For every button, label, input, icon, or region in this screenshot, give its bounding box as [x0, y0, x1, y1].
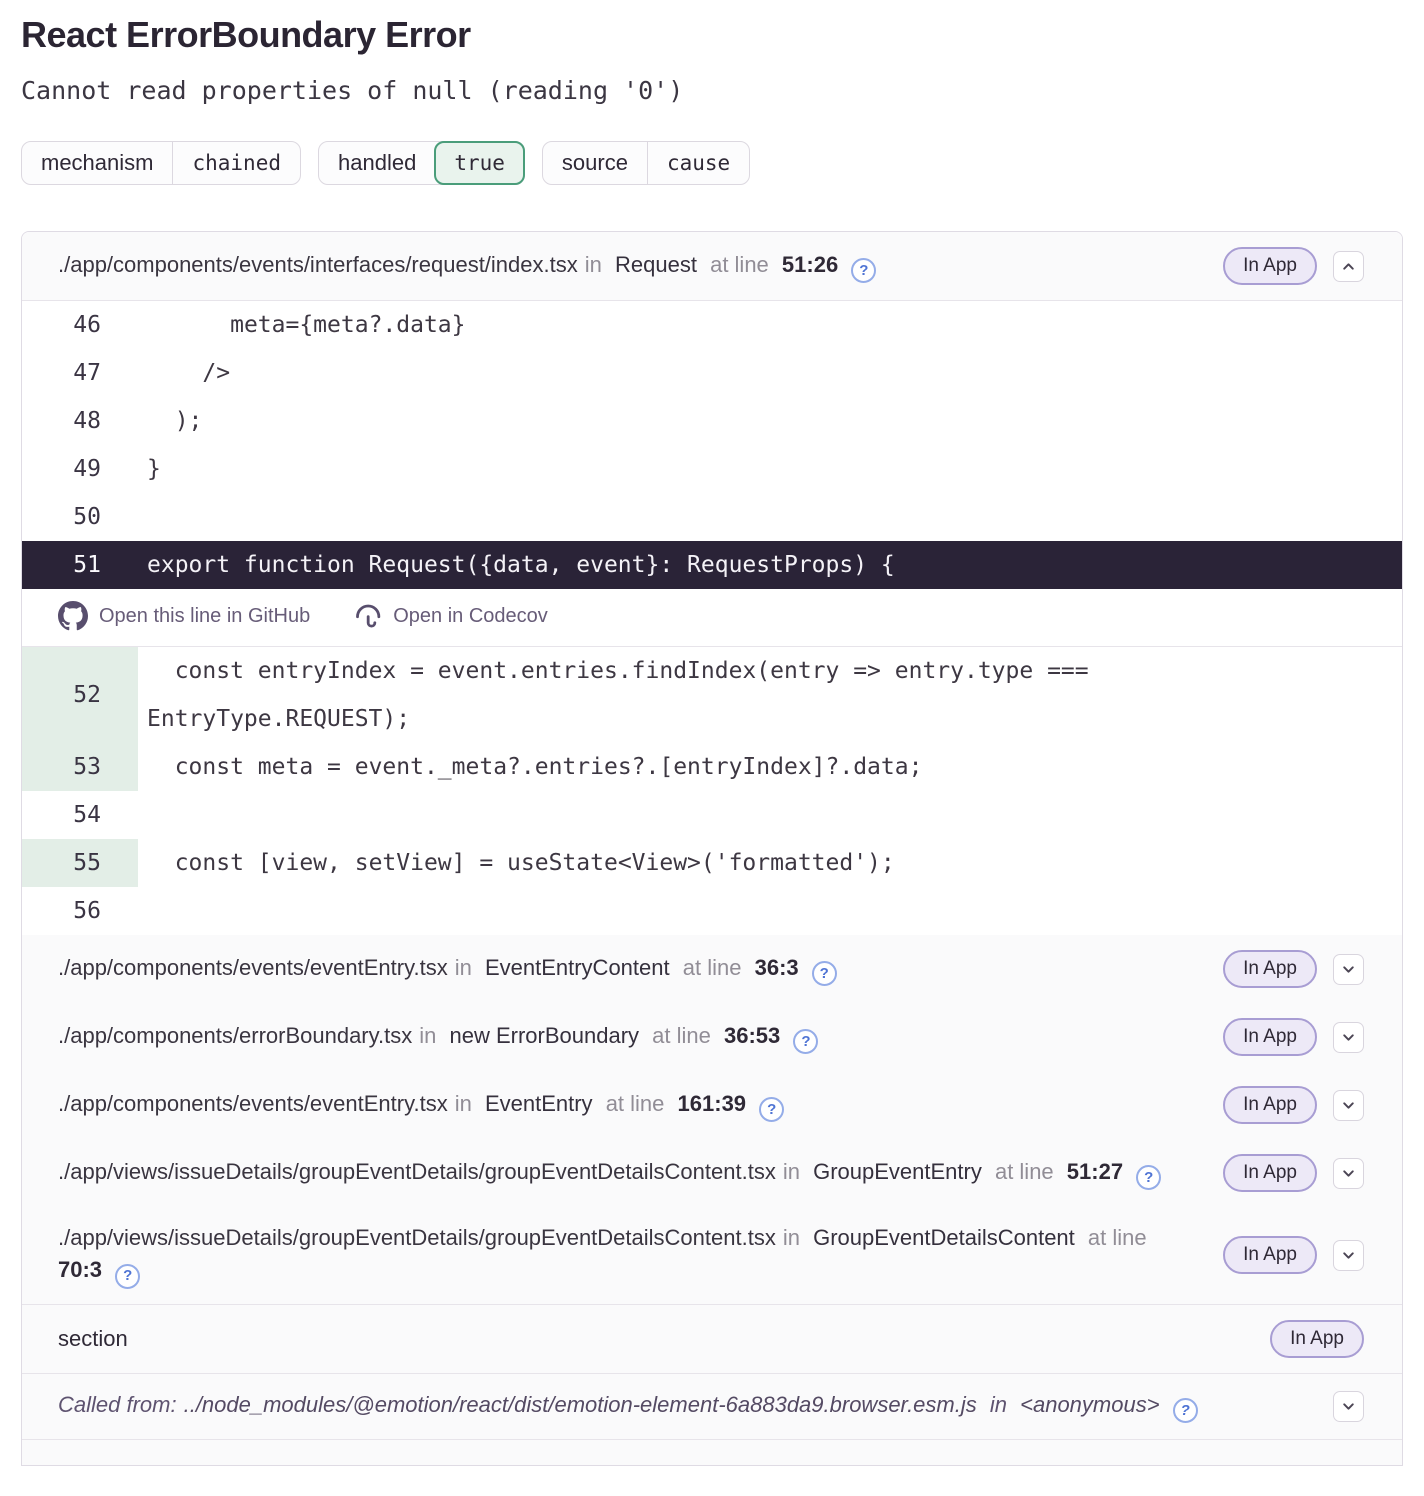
frame-controls [1223, 1236, 1364, 1274]
line-number: 50 [73, 504, 101, 530]
github-link[interactable] [58, 601, 310, 631]
help-icon[interactable]: ? [759, 1097, 784, 1122]
github-link-label: Open this line in GitHub [99, 604, 311, 627]
line-number: 53 [22, 743, 138, 791]
tag-source[interactable] [542, 141, 750, 185]
code-line [22, 445, 1402, 493]
frame-lineno: 51:27 [1066, 1158, 1124, 1184]
code-line [22, 493, 1402, 541]
chevron-down-icon [1341, 1166, 1356, 1181]
chevron-up-icon [1341, 259, 1356, 274]
frame-path: ./app/components/errorBoundary.tsx [58, 1022, 413, 1048]
in-app-badge: In App [1223, 1086, 1317, 1124]
github-icon [58, 601, 88, 631]
called-from-prefix: Called from: [58, 1391, 177, 1417]
frame-atline-label: at line [652, 1022, 711, 1048]
code-text [138, 791, 1402, 839]
in-app-badge: In App [1223, 1154, 1317, 1192]
help-icon[interactable]: ? [1136, 1165, 1161, 1190]
code-line [22, 791, 1402, 839]
help-icon[interactable]: ? [115, 1264, 140, 1289]
line-number: 52 [22, 647, 138, 743]
code-post-lines [22, 647, 1402, 935]
frame-atline-label: at line [682, 954, 742, 980]
frame-function: GroupEventDetailsContent [813, 1225, 1075, 1250]
frame-in-label: in [454, 954, 472, 980]
frame-atline-label: at line [994, 1158, 1054, 1184]
line-number: 55 [22, 839, 138, 887]
called-from-row[interactable] [22, 1373, 1402, 1439]
frame-title [58, 1156, 1205, 1191]
chevron-down-icon [1341, 1030, 1356, 1045]
expand-frame-button[interactable] [1333, 1391, 1364, 1422]
chevron-down-icon [1341, 1399, 1356, 1414]
frame-controls [1270, 1320, 1364, 1358]
code-line [22, 743, 1402, 791]
code-line [22, 397, 1402, 445]
frame-title [58, 1088, 1205, 1123]
frame-in-label: in [782, 1225, 800, 1250]
line-number: 46 [73, 312, 101, 338]
tags-row [21, 141, 1403, 185]
frame-lineno: 70:3 [58, 1257, 103, 1282]
line-number: 49 [73, 456, 101, 482]
in-app-badge: In App [1223, 247, 1317, 285]
code-text: } [147, 456, 161, 482]
codecov-umbrella-icon [354, 602, 382, 630]
tag-mechanism[interactable] [21, 141, 301, 185]
codecov-link[interactable] [354, 602, 548, 630]
frame-function: new ErrorBoundary [449, 1022, 640, 1048]
line-number: 47 [73, 360, 101, 386]
called-from-text [58, 1389, 1315, 1424]
code-text: const [view, setView] = useState<View>('formatted'); [147, 850, 895, 876]
help-icon[interactable]: ? [1173, 1398, 1198, 1423]
frame-lineno: 36:3 [754, 954, 799, 980]
tag-value: cause [647, 142, 749, 184]
code-line-active [22, 541, 1402, 589]
stack-frame[interactable] [22, 1139, 1402, 1207]
help-icon[interactable]: ? [793, 1029, 818, 1054]
tag-key: handled [338, 150, 417, 175]
frame-path: ./app/components/events/interfaces/request/index.tsx [58, 251, 578, 277]
chevron-down-icon [1341, 1248, 1356, 1263]
code-context [22, 300, 1402, 935]
expand-frame-button[interactable] [1333, 1022, 1364, 1053]
in-app-badge: In App [1223, 1236, 1317, 1274]
expand-frame-button[interactable] [1333, 1240, 1364, 1271]
stack-frame[interactable] [22, 1071, 1402, 1139]
tag-key: mechanism [41, 150, 154, 175]
code-pre-lines [22, 301, 1402, 541]
code-line [22, 349, 1402, 397]
frame-title [58, 249, 1205, 284]
frame-controls [1223, 950, 1364, 988]
frame-lineno: 51:26 [781, 251, 839, 277]
code-text: meta={meta?.data} [147, 312, 466, 338]
frame-title [58, 1020, 1205, 1055]
page-title: React ErrorBoundary Error [21, 14, 471, 55]
frame-atline-label: at line [1087, 1225, 1147, 1250]
code-text [138, 493, 1402, 541]
stack-frame-section[interactable] [22, 1304, 1402, 1373]
code-line [22, 301, 1402, 349]
in-app-badge: In App [1223, 1018, 1317, 1056]
frame-in-label: in [782, 1158, 800, 1184]
frame-function: EventEntryContent [484, 954, 670, 980]
expand-frame-button[interactable] [1333, 1090, 1364, 1121]
tag-value-highlighted: true [434, 141, 525, 185]
tag-key: source [561, 150, 628, 175]
frame-function: EventEntry [484, 1090, 593, 1116]
code-text: export function Request({data, event}: RequestProps) { [147, 552, 895, 578]
frame-path: ./app/components/events/eventEntry.tsx [58, 1090, 448, 1116]
frame-function: GroupEventEntry [813, 1158, 982, 1184]
frame-atline-label: at line [605, 1090, 665, 1116]
tag-handled[interactable] [318, 141, 525, 185]
code-text: const meta = event._meta?.entries?.[entryIndex]?.data; [147, 754, 923, 780]
code-line [22, 839, 1402, 887]
line-number: 54 [73, 802, 101, 828]
expand-frame-button[interactable] [1333, 954, 1364, 985]
in-app-badge: In App [1270, 1320, 1364, 1358]
code-line [22, 887, 1402, 935]
line-number: 51 [22, 541, 138, 589]
frame-controls [1223, 247, 1364, 285]
frame-path: ./app/components/events/eventEntry.tsx [58, 954, 448, 980]
stack-frame[interactable] [22, 1207, 1402, 1304]
frame-path: ./app/views/issueDetails/groupEventDetails/groupEventDetailsContent.tsx [58, 1158, 776, 1184]
stack-frame[interactable] [22, 1003, 1402, 1071]
frame-lineno: 36:53 [724, 1022, 781, 1048]
stack-frame[interactable] [22, 935, 1402, 1003]
code-text: /> [147, 360, 231, 386]
section-label: section [58, 1325, 128, 1351]
frame-controls [1223, 1086, 1364, 1124]
frame-in-label: in [989, 1391, 1007, 1417]
line-number: 56 [73, 898, 101, 924]
frame-controls [1333, 1391, 1364, 1422]
stack-trace-panel [21, 231, 1403, 1466]
chevron-down-icon [1341, 1098, 1356, 1113]
frame-atline-label: at line [710, 251, 769, 277]
codecov-link-label: Open in Codecov [393, 604, 548, 627]
frame-in-label: in [584, 251, 602, 277]
frame-in-label: in [419, 1022, 437, 1048]
expand-frame-button[interactable] [1333, 1158, 1364, 1189]
frame-title [58, 1222, 1205, 1289]
line-number: 48 [73, 408, 101, 434]
called-from-path: ../node_modules/@emotion/react/dist/emotion-element-6a883da9.browser.esm.js [183, 1391, 977, 1417]
frame-path: ./app/views/issueDetails/groupEventDetails/groupEventDetailsContent.tsx [58, 1225, 776, 1250]
collapse-frame-button[interactable] [1333, 251, 1364, 282]
tag-value: chained [172, 142, 300, 184]
code-text: const entryIndex = event.entries.findIndex(entry => entry.type === EntryType.REQUEST); [147, 658, 1103, 732]
frame-title [58, 952, 1205, 987]
in-app-badge: In App [1223, 950, 1317, 988]
help-icon[interactable]: ? [851, 258, 876, 283]
code-line [22, 647, 1402, 743]
frame-in-label: in [454, 1090, 472, 1116]
stack-frame-expanded[interactable] [22, 232, 1402, 300]
frame-function: Request [615, 251, 697, 277]
called-from-function: <anonymous> [1020, 1391, 1160, 1417]
help-icon[interactable]: ? [812, 961, 837, 986]
frame-controls [1223, 1018, 1364, 1056]
repo-links-row [22, 589, 1402, 647]
frame-lineno: 161:39 [677, 1090, 747, 1116]
code-text: ); [147, 408, 203, 434]
frame-controls [1223, 1154, 1364, 1192]
next-row-clipped [22, 1439, 1402, 1465]
chevron-down-icon [1341, 962, 1356, 977]
code-text [138, 887, 1402, 935]
error-message: Cannot read properties of null (reading '0') [21, 76, 684, 105]
